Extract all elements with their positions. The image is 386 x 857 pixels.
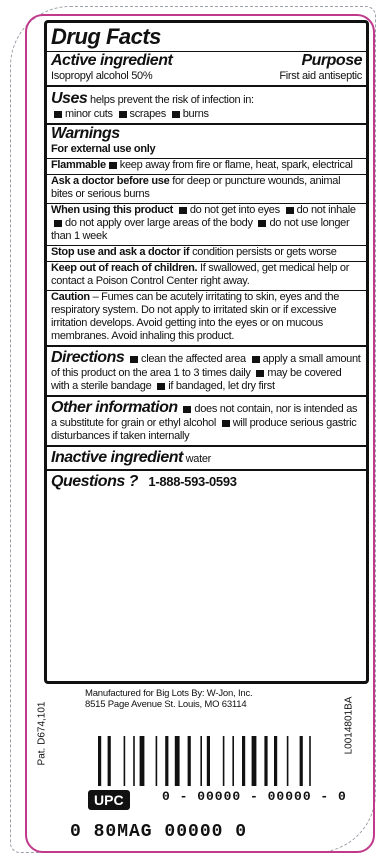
drug-facts-title: Drug Facts xyxy=(51,24,161,49)
when-using-warning: When using this product do not get into eyes do not inhale do not apply over large areas of the body do not use longer than 1 week xyxy=(51,204,356,242)
patent-number: Pat. D674,101 xyxy=(36,701,48,766)
active-ingredient-header xyxy=(51,52,362,70)
caution-warning: Caution – Fumes can be acutely irritating to skin, eyes and the respiratory system. Do not apply to irritated skin or if excessive irritation develops. Avoid getting into the eyes or on mucous membranes. Avoid inhaling this product. xyxy=(51,291,340,342)
manufacturer-line2: 8515 Page Avenue St. Louis, MO 63114 xyxy=(85,699,247,710)
flammable-warning: Flammable keep away from fire or flame, heat, spark, electrical xyxy=(51,159,353,171)
active-ingredient-heading: Active ingredient xyxy=(51,52,173,69)
questions-phone: 1-888-593-0593 xyxy=(148,474,237,489)
other-info-section: Other information does not contain, nor is intended as a substitute for grain or ethyl alcohol will produce serious gastric disturbances if taken internally xyxy=(51,399,358,442)
upc-badge: UPC xyxy=(88,790,130,810)
keep-out-warning: Keep out of reach of children. If swallowed, get medical help or contact a Poison Control Center right away. xyxy=(51,262,350,287)
upc-number: 0 - 00000 - 00000 - 0 xyxy=(162,789,347,804)
purpose-heading: Purpose xyxy=(301,52,362,69)
other-info-heading: Other information xyxy=(51,399,178,416)
ask-doctor-warning: Ask a doctor before use for deep or puncture wounds, animal bites or serious burns xyxy=(51,175,341,200)
directions-heading: Directions xyxy=(51,349,125,366)
directions-section: Directions clean the affected area apply a small amount of this product on the area 1 to 3 times daily may be covered with a sterile bandage if bandaged, let dry first xyxy=(51,349,361,392)
drug-facts-panel xyxy=(44,20,369,684)
uses-heading: Uses xyxy=(51,90,88,107)
uses-text: helps prevent the risk of infection in: xyxy=(90,94,254,106)
questions-section xyxy=(51,473,362,491)
barcode-digits: 0 80MAG 00000 0 xyxy=(70,822,248,842)
active-ingredient-row xyxy=(51,70,362,83)
lot-code: L0014801BA xyxy=(343,696,355,755)
uses-item: burns xyxy=(182,108,209,120)
barcode xyxy=(98,736,352,818)
external-use: For external use only xyxy=(51,143,156,155)
purpose-text: First aid antiseptic xyxy=(279,70,362,82)
manufacturer-info xyxy=(85,688,285,710)
uses-item: minor cuts xyxy=(65,108,113,120)
stop-use-warning: Stop use and ask a doctor if condition persists or gets worse xyxy=(51,246,337,258)
uses-section xyxy=(51,90,362,121)
inactive-section xyxy=(51,449,362,467)
inactive-text: water xyxy=(185,453,212,465)
warnings-heading: Warnings xyxy=(51,125,120,142)
manufacturer-line1: Manufactured for Big Lots By: W-Jon, Inc. xyxy=(85,688,253,699)
uses-item: scrapes xyxy=(129,108,166,120)
questions-heading: Questions ? xyxy=(51,473,138,490)
inactive-heading: Inactive ingredient xyxy=(51,449,183,466)
active-ingredient: Isopropyl alcohol 50% xyxy=(51,70,153,82)
